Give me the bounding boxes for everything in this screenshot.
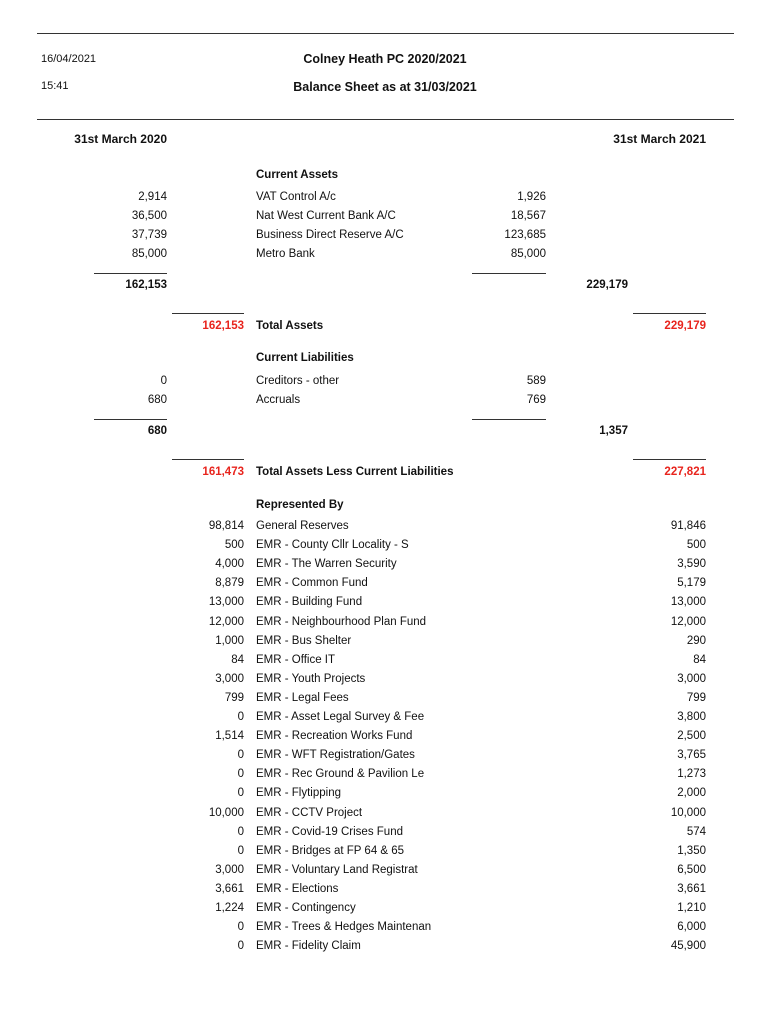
reserve-current-value: 10,000 — [670, 807, 706, 819]
asset-prior-value: 85,000 — [131, 248, 167, 260]
liabilities-subtotal-prior: 680 — [147, 425, 167, 437]
reserve-prior-value: 799 — [224, 692, 244, 704]
asset-label: VAT Control A/c — [256, 191, 336, 203]
reserve-label: EMR - Bridges at FP 64 & 65 — [256, 845, 405, 857]
reserve-label: EMR - WFT Registration/Gates — [256, 749, 415, 761]
column-header-current: 31st March 2021 — [613, 132, 706, 146]
reserve-label: EMR - Common Fund — [256, 577, 368, 589]
reserve-prior-value: 4,000 — [215, 558, 244, 570]
reserve-label: EMR - Flytipping — [256, 787, 341, 799]
asset-label: Nat West Current Bank A/C — [256, 210, 396, 222]
liabilities-subtotal-rule-current — [472, 419, 546, 420]
reserve-prior-value: 12,000 — [208, 616, 244, 628]
total-assets-label: Total Assets — [256, 320, 324, 332]
reserve-prior-value: 10,000 — [208, 807, 244, 819]
total-assets-current: 229,179 — [664, 320, 706, 332]
reserve-current-value: 13,000 — [670, 596, 706, 608]
reserve-label: EMR - Covid-19 Crises Fund — [256, 826, 403, 838]
reserve-prior-value: 500 — [224, 539, 244, 551]
reserve-current-value: 1,350 — [677, 845, 706, 857]
reserve-label: EMR - Legal Fees — [256, 692, 349, 704]
asset-current-value: 123,685 — [504, 229, 546, 241]
reserve-prior-value: 3,000 — [215, 673, 244, 685]
reserve-label: EMR - Youth Projects — [256, 673, 366, 685]
reserve-current-value: 45,900 — [670, 940, 706, 952]
reserve-label: EMR - County Cllr Locality - S — [256, 539, 409, 551]
reserve-current-value: 3,000 — [677, 673, 706, 685]
reserve-current-value: 84 — [693, 654, 706, 666]
liability-prior-value: 0 — [160, 375, 167, 387]
reserve-prior-value: 3,661 — [215, 883, 244, 895]
report-title: Colney Heath PC 2020/2021 — [303, 52, 467, 66]
reserve-prior-value: 8,879 — [215, 577, 244, 589]
header-rule — [37, 119, 734, 120]
reserve-label: EMR - Asset Legal Survey & Fee — [256, 711, 425, 723]
reserve-prior-value: 0 — [237, 711, 244, 723]
net-assets-label: Total Assets Less Current Liabilities — [256, 466, 454, 478]
reserve-label: EMR - CCTV Project — [256, 807, 363, 819]
liabilities-subtotal-rule-prior — [94, 419, 167, 420]
asset-current-value: 85,000 — [510, 248, 546, 260]
reserve-label: EMR - Office IT — [256, 654, 336, 666]
liability-prior-value: 680 — [147, 394, 167, 406]
reserve-current-value: 5,179 — [677, 577, 706, 589]
assets-subtotal-current: 229,179 — [586, 279, 628, 291]
reserve-label: EMR - Building Fund — [256, 596, 363, 608]
asset-label: Metro Bank — [256, 248, 315, 260]
reserve-prior-value: 0 — [237, 749, 244, 761]
reserve-label: EMR - Voluntary Land Registrat — [256, 864, 418, 876]
reserve-label: EMR - The Warren Security — [256, 558, 397, 570]
assets-subtotal-rule-current — [472, 273, 546, 274]
reserve-label: EMR - Contingency — [256, 902, 356, 914]
reserve-prior-value: 1,000 — [215, 635, 244, 647]
reserve-prior-value: 0 — [237, 768, 244, 780]
net-assets-prior: 161,473 — [202, 466, 244, 478]
asset-prior-value: 36,500 — [131, 210, 167, 222]
column-header-prior: 31st March 2020 — [74, 132, 167, 146]
reserve-label: EMR - Rec Ground & Pavilion Le — [256, 768, 425, 780]
reserve-current-value: 1,210 — [677, 902, 706, 914]
represented-by-heading: Represented By — [256, 499, 344, 511]
assets-subtotal-prior: 162,153 — [125, 279, 167, 291]
reserve-current-value: 12,000 — [670, 616, 706, 628]
reserve-label: EMR - Recreation Works Fund — [256, 730, 413, 742]
reserve-prior-value: 0 — [237, 845, 244, 857]
current-liabilities-heading: Current Liabilities — [256, 352, 354, 364]
reserve-prior-value: 13,000 — [208, 596, 244, 608]
reserve-current-value: 3,800 — [677, 711, 706, 723]
top-rule — [37, 33, 734, 34]
reserve-current-value: 3,765 — [677, 749, 706, 761]
reserve-current-value: 799 — [686, 692, 706, 704]
reserve-label: EMR - Neighbourhood Plan Fund — [256, 616, 427, 628]
liability-label: Accruals — [256, 394, 301, 406]
reserve-current-value: 3,590 — [677, 558, 706, 570]
asset-current-value: 1,926 — [517, 191, 546, 203]
reserve-prior-value: 1,224 — [215, 902, 244, 914]
liabilities-subtotal-current: 1,357 — [599, 425, 628, 437]
liability-label: Creditors - other — [256, 375, 340, 387]
asset-label: Business Direct Reserve A/C — [256, 229, 404, 241]
reserve-current-value: 574 — [686, 826, 706, 838]
liability-current-value: 589 — [526, 375, 546, 387]
report-subtitle: Balance Sheet as at 31/03/2021 — [293, 80, 477, 94]
report-date: 16/04/2021 — [41, 53, 97, 65]
asset-prior-value: 2,914 — [138, 191, 167, 203]
reserve-prior-value: 0 — [237, 826, 244, 838]
reserve-prior-value: 0 — [237, 787, 244, 799]
reserve-label: General Reserves — [256, 520, 349, 532]
reserve-current-value: 290 — [686, 635, 706, 647]
reserve-current-value: 2,000 — [677, 787, 706, 799]
reserve-current-value: 3,661 — [677, 883, 706, 895]
net-assets-rule-current — [633, 459, 706, 460]
total-assets-rule-prior — [172, 313, 244, 314]
reserve-label: EMR - Elections — [256, 883, 339, 895]
reserve-prior-value: 0 — [237, 940, 244, 952]
total-assets-prior: 162,153 — [202, 320, 244, 332]
reserve-current-value: 6,500 — [677, 864, 706, 876]
reserve-label: EMR - Fidelity Claim — [256, 940, 361, 952]
liability-current-value: 769 — [526, 394, 546, 406]
current-assets-heading: Current Assets — [256, 169, 339, 181]
total-assets-rule-current — [633, 313, 706, 314]
reserve-prior-value: 3,000 — [215, 864, 244, 876]
reserve-prior-value: 84 — [231, 654, 244, 666]
reserve-prior-value: 98,814 — [208, 520, 244, 532]
reserve-current-value: 6,000 — [677, 921, 706, 933]
reserve-label: EMR - Trees & Hedges Maintenan — [256, 921, 432, 933]
reserve-prior-value: 1,514 — [215, 730, 244, 742]
reserve-current-value: 500 — [686, 539, 706, 551]
asset-current-value: 18,567 — [510, 210, 546, 222]
net-assets-rule-prior — [172, 459, 244, 460]
asset-prior-value: 37,739 — [131, 229, 167, 241]
report-time: 15:41 — [41, 80, 69, 92]
assets-subtotal-rule-prior — [94, 273, 167, 274]
reserve-prior-value: 0 — [237, 921, 244, 933]
reserve-current-value: 1,273 — [677, 768, 706, 780]
net-assets-current: 227,821 — [664, 466, 706, 478]
reserve-current-value: 2,500 — [677, 730, 706, 742]
reserve-current-value: 91,846 — [670, 520, 706, 532]
reserve-label: EMR - Bus Shelter — [256, 635, 352, 647]
